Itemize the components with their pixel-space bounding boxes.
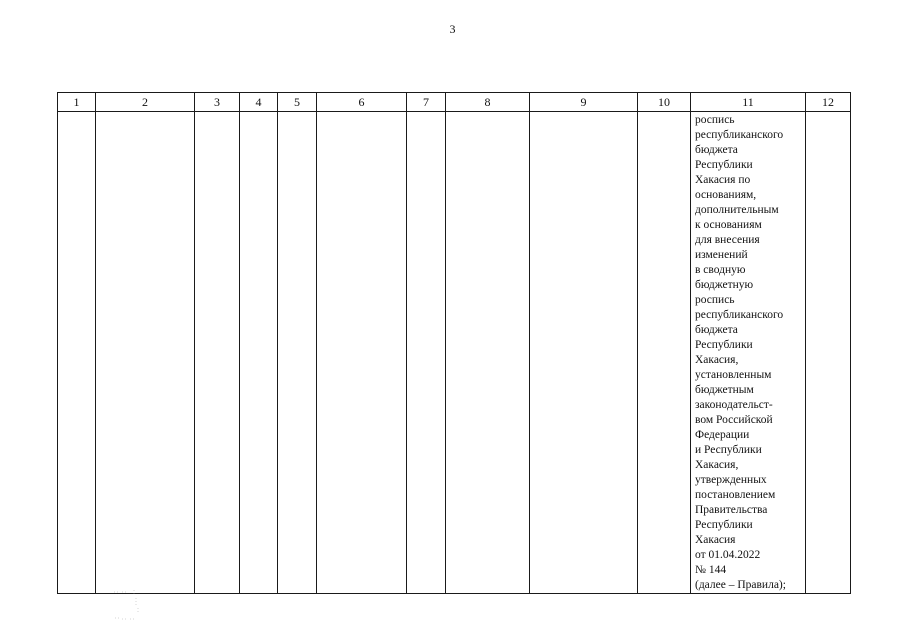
column-11-line: Правительства	[695, 504, 768, 516]
header-row	[58, 93, 851, 112]
cell-col-11	[691, 112, 806, 594]
cell-col-2	[96, 112, 195, 594]
column-header-6: 6	[317, 93, 407, 112]
cell-col-9	[530, 112, 638, 594]
cell-col-4	[240, 112, 278, 594]
column-11-line: республиканского	[695, 309, 784, 321]
column-11-line: Хакасия,	[695, 354, 739, 366]
document-table	[57, 92, 851, 594]
column-11-line: роспись	[695, 294, 735, 306]
column-11-line: законодательст-	[695, 399, 773, 411]
column-header-4: 4	[240, 93, 278, 112]
column-header-3: 3	[195, 93, 240, 112]
column-11-line: бюджета	[695, 324, 738, 336]
cell-col-1	[58, 112, 96, 594]
column-11-line: республиканского	[695, 129, 784, 141]
column-11-line: изменений	[695, 249, 748, 261]
column-11-line: вом Российской	[695, 414, 773, 426]
column-11-line: бюджетным	[695, 384, 754, 396]
column-11-line: Республики	[695, 339, 753, 351]
column-header-1: 1	[58, 93, 96, 112]
cell-col-12	[806, 112, 851, 594]
column-11-line: № 144	[695, 564, 727, 576]
cell-col-8	[446, 112, 530, 594]
page-number: 3	[449, 22, 456, 36]
column-11-line: от 01.04.2022	[695, 549, 761, 561]
column-11-line: бюджета	[695, 144, 738, 156]
column-11-line: основаниям,	[695, 189, 757, 201]
cell-col-6	[317, 112, 407, 594]
column-11-line: Хакасия,	[695, 459, 739, 471]
column-header-11: 11	[691, 93, 806, 112]
column-11-line: постановлением	[695, 489, 776, 501]
column-header-12: 12	[806, 93, 851, 112]
column-header-9: 9	[530, 93, 638, 112]
column-11-line: Хакасия по	[695, 174, 751, 186]
column-header-7: 7	[407, 93, 446, 112]
column-11-line: в сводную	[695, 264, 746, 276]
column-11-line: для внесения	[695, 234, 760, 246]
column-11-line: к основаниям	[695, 219, 762, 231]
column-11-line: дополнительным	[695, 204, 779, 216]
column-header-5: 5	[278, 93, 317, 112]
cell-col-10	[638, 112, 691, 594]
column-11-line: установленным	[695, 369, 772, 381]
column-11-line: роспись	[695, 114, 735, 126]
cell-col-5	[278, 112, 317, 594]
column-11-line: утвержденных	[695, 474, 767, 486]
scan-artifact-icon	[112, 588, 142, 622]
column-11-line: Хакасия	[695, 534, 736, 546]
column-header-10: 10	[638, 93, 691, 112]
column-header-8: 8	[446, 93, 530, 112]
column-11-line: (далее – Правила);	[695, 579, 786, 591]
column-header-2: 2	[96, 93, 195, 112]
column-11-line: бюджетную	[695, 279, 754, 291]
column-11-line: Республики	[695, 159, 753, 171]
column-11-line: Федерации	[695, 429, 750, 441]
table-row	[58, 112, 851, 594]
cell-col-3	[195, 112, 240, 594]
column-11-line: Республики	[695, 519, 753, 531]
column-11-text	[691, 112, 805, 593]
cell-col-7	[407, 112, 446, 594]
column-11-line: и Республики	[695, 444, 762, 456]
